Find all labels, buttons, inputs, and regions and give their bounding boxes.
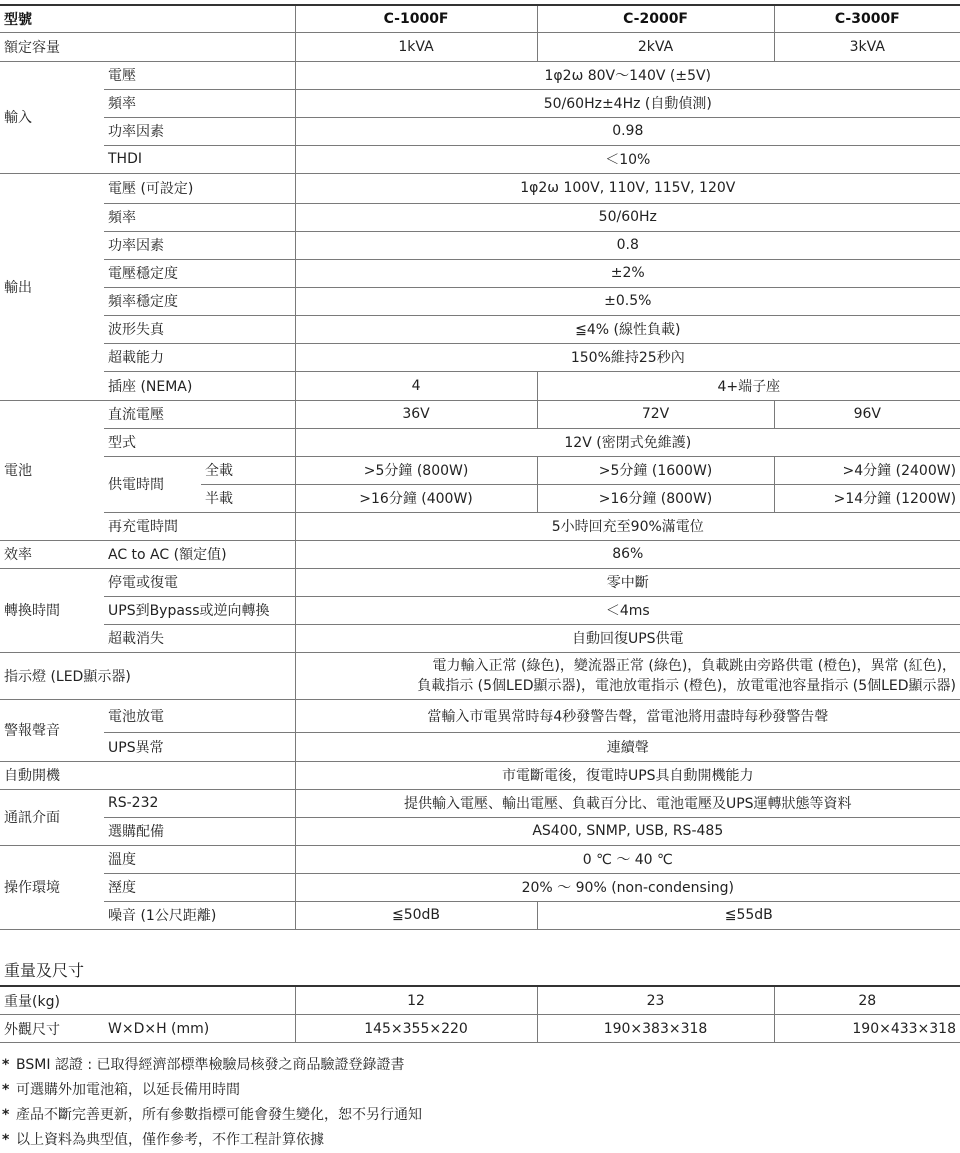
input-pf-value: 0.98 <box>295 117 960 145</box>
output-group-label: 輸出 <box>0 173 104 400</box>
env-noise-c1000: ≦50dB <box>295 901 537 929</box>
output-voltage-value: 1φ2ω 100V, 110V, 115V, 120V <box>295 173 960 203</box>
asterisk-icon: * <box>2 1107 10 1123</box>
output-outlet-label: 插座 (NEMA) <box>104 371 295 400</box>
weight-row <box>0 986 960 1015</box>
auto-start-value: 市電斷電後，復電時UPS具自動開機能力 <box>295 761 960 789</box>
battery-half-c1000: >16分鐘 (400W) <box>295 484 537 512</box>
capacity-row <box>0 32 960 61</box>
output-freg-label: 頻率穩定度 <box>104 287 295 315</box>
note-item <box>2 1128 422 1153</box>
env-humidity-row <box>0 873 960 901</box>
dimension-label: 外觀尺寸 <box>0 1015 104 1043</box>
output-thd-label: 波形失真 <box>104 315 295 343</box>
output-thd-row <box>0 315 960 343</box>
transfer-overload-label: 超載消失 <box>104 624 295 652</box>
battery-recharge-value: 5小時回充至90%滿電位 <box>295 512 960 540</box>
weight-table <box>0 985 960 1043</box>
comm-group-label: 通訊介面 <box>0 789 104 845</box>
efficiency-row <box>0 540 960 568</box>
asterisk-icon: * <box>2 1132 10 1148</box>
output-overload-row <box>0 343 960 371</box>
output-overload-label: 超載能力 <box>104 343 295 371</box>
battery-dc-label: 直流電壓 <box>104 400 295 428</box>
asterisk-icon: * <box>2 1082 10 1098</box>
input-frequency-label: 頻率 <box>104 89 295 117</box>
input-pf-row <box>0 117 960 145</box>
battery-recharge-row <box>0 512 960 540</box>
battery-group-label: 電池 <box>0 400 104 540</box>
header-row <box>0 5 960 32</box>
output-overload-value: 150%維持25秒內 <box>295 343 960 371</box>
auto-start-row <box>0 761 960 789</box>
comm-rs232-label: RS-232 <box>104 789 295 817</box>
asterisk-icon: * <box>2 1057 10 1073</box>
input-group-label: 輸入 <box>0 61 104 173</box>
output-freg-value: ±0.5% <box>295 287 960 315</box>
note-text: 可選購外加電池箱，以延長備用時間 <box>16 1082 240 1098</box>
battery-half-c2000: >16分鐘 (800W) <box>537 484 774 512</box>
battery-type-label: 型式 <box>104 428 295 456</box>
dimension-row <box>0 1015 960 1043</box>
output-voltage-label: 電壓 (可設定) <box>104 173 295 203</box>
battery-full-c1000: >5分鐘 (800W) <box>295 456 537 484</box>
capacity-c1000: 1kVA <box>295 32 537 61</box>
spec-table <box>0 4 960 930</box>
model-label: 型號 <box>0 5 295 32</box>
battery-recharge-label: 再充電時間 <box>104 512 295 540</box>
transfer-outage-row <box>0 568 960 596</box>
transfer-bypass-label: UPS到Bypass或逆向轉換 <box>104 596 295 624</box>
transfer-bypass-row <box>0 596 960 624</box>
output-frequency-row <box>0 203 960 231</box>
weight-label: 重量(kg) <box>0 986 295 1015</box>
model-c3000f: C-3000F <box>774 5 960 32</box>
battery-dc-c3000: 96V <box>774 400 960 428</box>
indicator-label: 指示燈 (LED顯示器) <box>0 652 295 699</box>
env-noise-c2000-c3000: ≦55dB <box>537 901 960 929</box>
note-text: BSMI 認證 : 已取得經濟部標準檢驗局核發之商品驗證登錄證書 <box>16 1057 405 1073</box>
alarm-ups-value: 連續聲 <box>295 732 960 761</box>
battery-half-label: 半載 <box>201 484 295 512</box>
note-item <box>2 1078 422 1103</box>
output-thd-value: ≦4% (線性負載) <box>295 315 960 343</box>
output-freg-row <box>0 287 960 315</box>
output-outlet-c1000: 4 <box>295 371 537 400</box>
efficiency-group-label: 效率 <box>0 540 104 568</box>
output-frequency-label: 頻率 <box>104 203 295 231</box>
output-frequency-value: 50/60Hz <box>295 203 960 231</box>
battery-backup-label: 供電時間 <box>104 456 201 512</box>
input-voltage-value: 1φ2ω 80V～140V (±5V) <box>295 61 960 89</box>
comm-rs232-row <box>0 789 960 817</box>
note-text: 以上資料為典型值，僅作參考，不作工程計算依據 <box>16 1132 324 1148</box>
input-frequency-value: 50/60Hz±4Hz (自動偵測) <box>295 89 960 117</box>
alarm-battery-value: 當輸入市電異常時每4秒發警告聲，當電池將用盡時每秒發警告聲 <box>295 699 960 732</box>
comm-options-label: 選購配備 <box>104 817 295 845</box>
transfer-overload-value: 自動回復UPS供電 <box>295 624 960 652</box>
output-outlet-row <box>0 371 960 400</box>
alarm-group-label: 警報聲音 <box>0 699 104 761</box>
env-humidity-value: 20% ～ 90% (non-condensing) <box>295 873 960 901</box>
env-noise-row <box>0 901 960 929</box>
output-voltage-row <box>0 173 960 203</box>
alarm-battery-row <box>0 699 960 732</box>
battery-dc-c1000: 36V <box>295 400 537 428</box>
alarm-ups-row <box>0 732 960 761</box>
capacity-label: 額定容量 <box>0 32 295 61</box>
env-humidity-label: 溼度 <box>104 873 295 901</box>
dimension-sublabel: W×D×H (mm) <box>104 1015 295 1043</box>
battery-half-c3000: >14分鐘 (1200W) <box>774 484 960 512</box>
comm-rs232-value: 提供輸入電壓、輸出電壓、負載百分比、電池電壓及UPS運轉狀態等資料 <box>295 789 960 817</box>
input-voltage-label: 電壓 <box>104 61 295 89</box>
battery-dc-row <box>0 400 960 428</box>
env-noise-label: 噪音 (1公尺距離) <box>104 901 295 929</box>
output-vreg-value: ±2% <box>295 259 960 287</box>
comm-options-value: AS400, SNMP, USB, RS-485 <box>295 817 960 845</box>
weight-c2000: 23 <box>537 986 774 1015</box>
indicator-line-2: 負載指示 (5個LED顯示器)，電池放電指示 (橙色)，放電電池容量指示 (5個LED顯示器) <box>417 677 957 694</box>
battery-type-value: 12V (密閉式免維護) <box>295 428 960 456</box>
env-temp-row <box>0 845 960 873</box>
transfer-bypass-value: ＜4ms <box>295 596 960 624</box>
transfer-outage-value: 零中斷 <box>295 568 960 596</box>
battery-dc-c2000: 72V <box>537 400 774 428</box>
battery-full-c2000: >5分鐘 (1600W) <box>537 456 774 484</box>
battery-full-c3000: >4分鐘 (2400W) <box>774 456 960 484</box>
notes-list <box>2 1053 422 1153</box>
input-frequency-row <box>0 89 960 117</box>
env-temp-value: 0 ℃ ～ 40 ℃ <box>295 845 960 873</box>
weight-c1000: 12 <box>295 986 537 1015</box>
alarm-ups-label: UPS異常 <box>104 732 295 761</box>
note-item <box>2 1103 422 1128</box>
input-thdi-label: THDI <box>104 145 295 173</box>
capacity-c2000: 2kVA <box>537 32 774 61</box>
capacity-c3000: 3kVA <box>774 32 960 61</box>
transfer-group-label: 轉換時間 <box>0 568 104 652</box>
input-pf-label: 功率因素 <box>104 117 295 145</box>
env-group-label: 操作環境 <box>0 845 104 929</box>
dimension-c1000: 145×355×220 <box>295 1015 537 1043</box>
indicator-line-1: 電力輸入正常 (綠色)，變流器正常 (綠色)，負載跳由旁路供電 (橙色)，異常 (紅色)， <box>432 657 957 674</box>
efficiency-value: 86% <box>295 540 960 568</box>
battery-full-row <box>0 456 960 484</box>
output-pf-row <box>0 231 960 259</box>
battery-type-row <box>0 428 960 456</box>
transfer-overload-row <box>0 624 960 652</box>
comm-options-row <box>0 817 960 845</box>
note-item <box>2 1053 422 1078</box>
model-c2000f: C-2000F <box>537 5 774 32</box>
output-outlet-c2000-c3000: 4+端子座 <box>537 371 960 400</box>
output-vreg-label: 電壓穩定度 <box>104 259 295 287</box>
weight-section-title: 重量及尺寸 <box>4 961 85 980</box>
note-text: 產品不斷完善更新，所有參數指標可能會發生變化，恕不另行通知 <box>16 1107 422 1123</box>
auto-start-label: 自動開機 <box>0 761 295 789</box>
model-c1000f: C-1000F <box>295 5 537 32</box>
weight-c3000: 28 <box>774 986 960 1015</box>
env-temp-label: 溫度 <box>104 845 295 873</box>
dimension-c3000: 190×433×318 <box>774 1015 960 1043</box>
output-pf-value: 0.8 <box>295 231 960 259</box>
input-thdi-row <box>0 145 960 173</box>
efficiency-label: AC to AC (額定值) <box>104 540 295 568</box>
dimension-c2000: 190×383×318 <box>537 1015 774 1043</box>
indicator-row <box>0 652 960 699</box>
battery-full-label: 全載 <box>201 456 295 484</box>
alarm-battery-label: 電池放電 <box>104 699 295 732</box>
input-voltage-row <box>0 61 960 89</box>
output-vreg-row <box>0 259 960 287</box>
transfer-outage-label: 停電或復電 <box>104 568 295 596</box>
indicator-value <box>295 652 960 699</box>
output-pf-label: 功率因素 <box>104 231 295 259</box>
input-thdi-value: ＜10% <box>295 145 960 173</box>
